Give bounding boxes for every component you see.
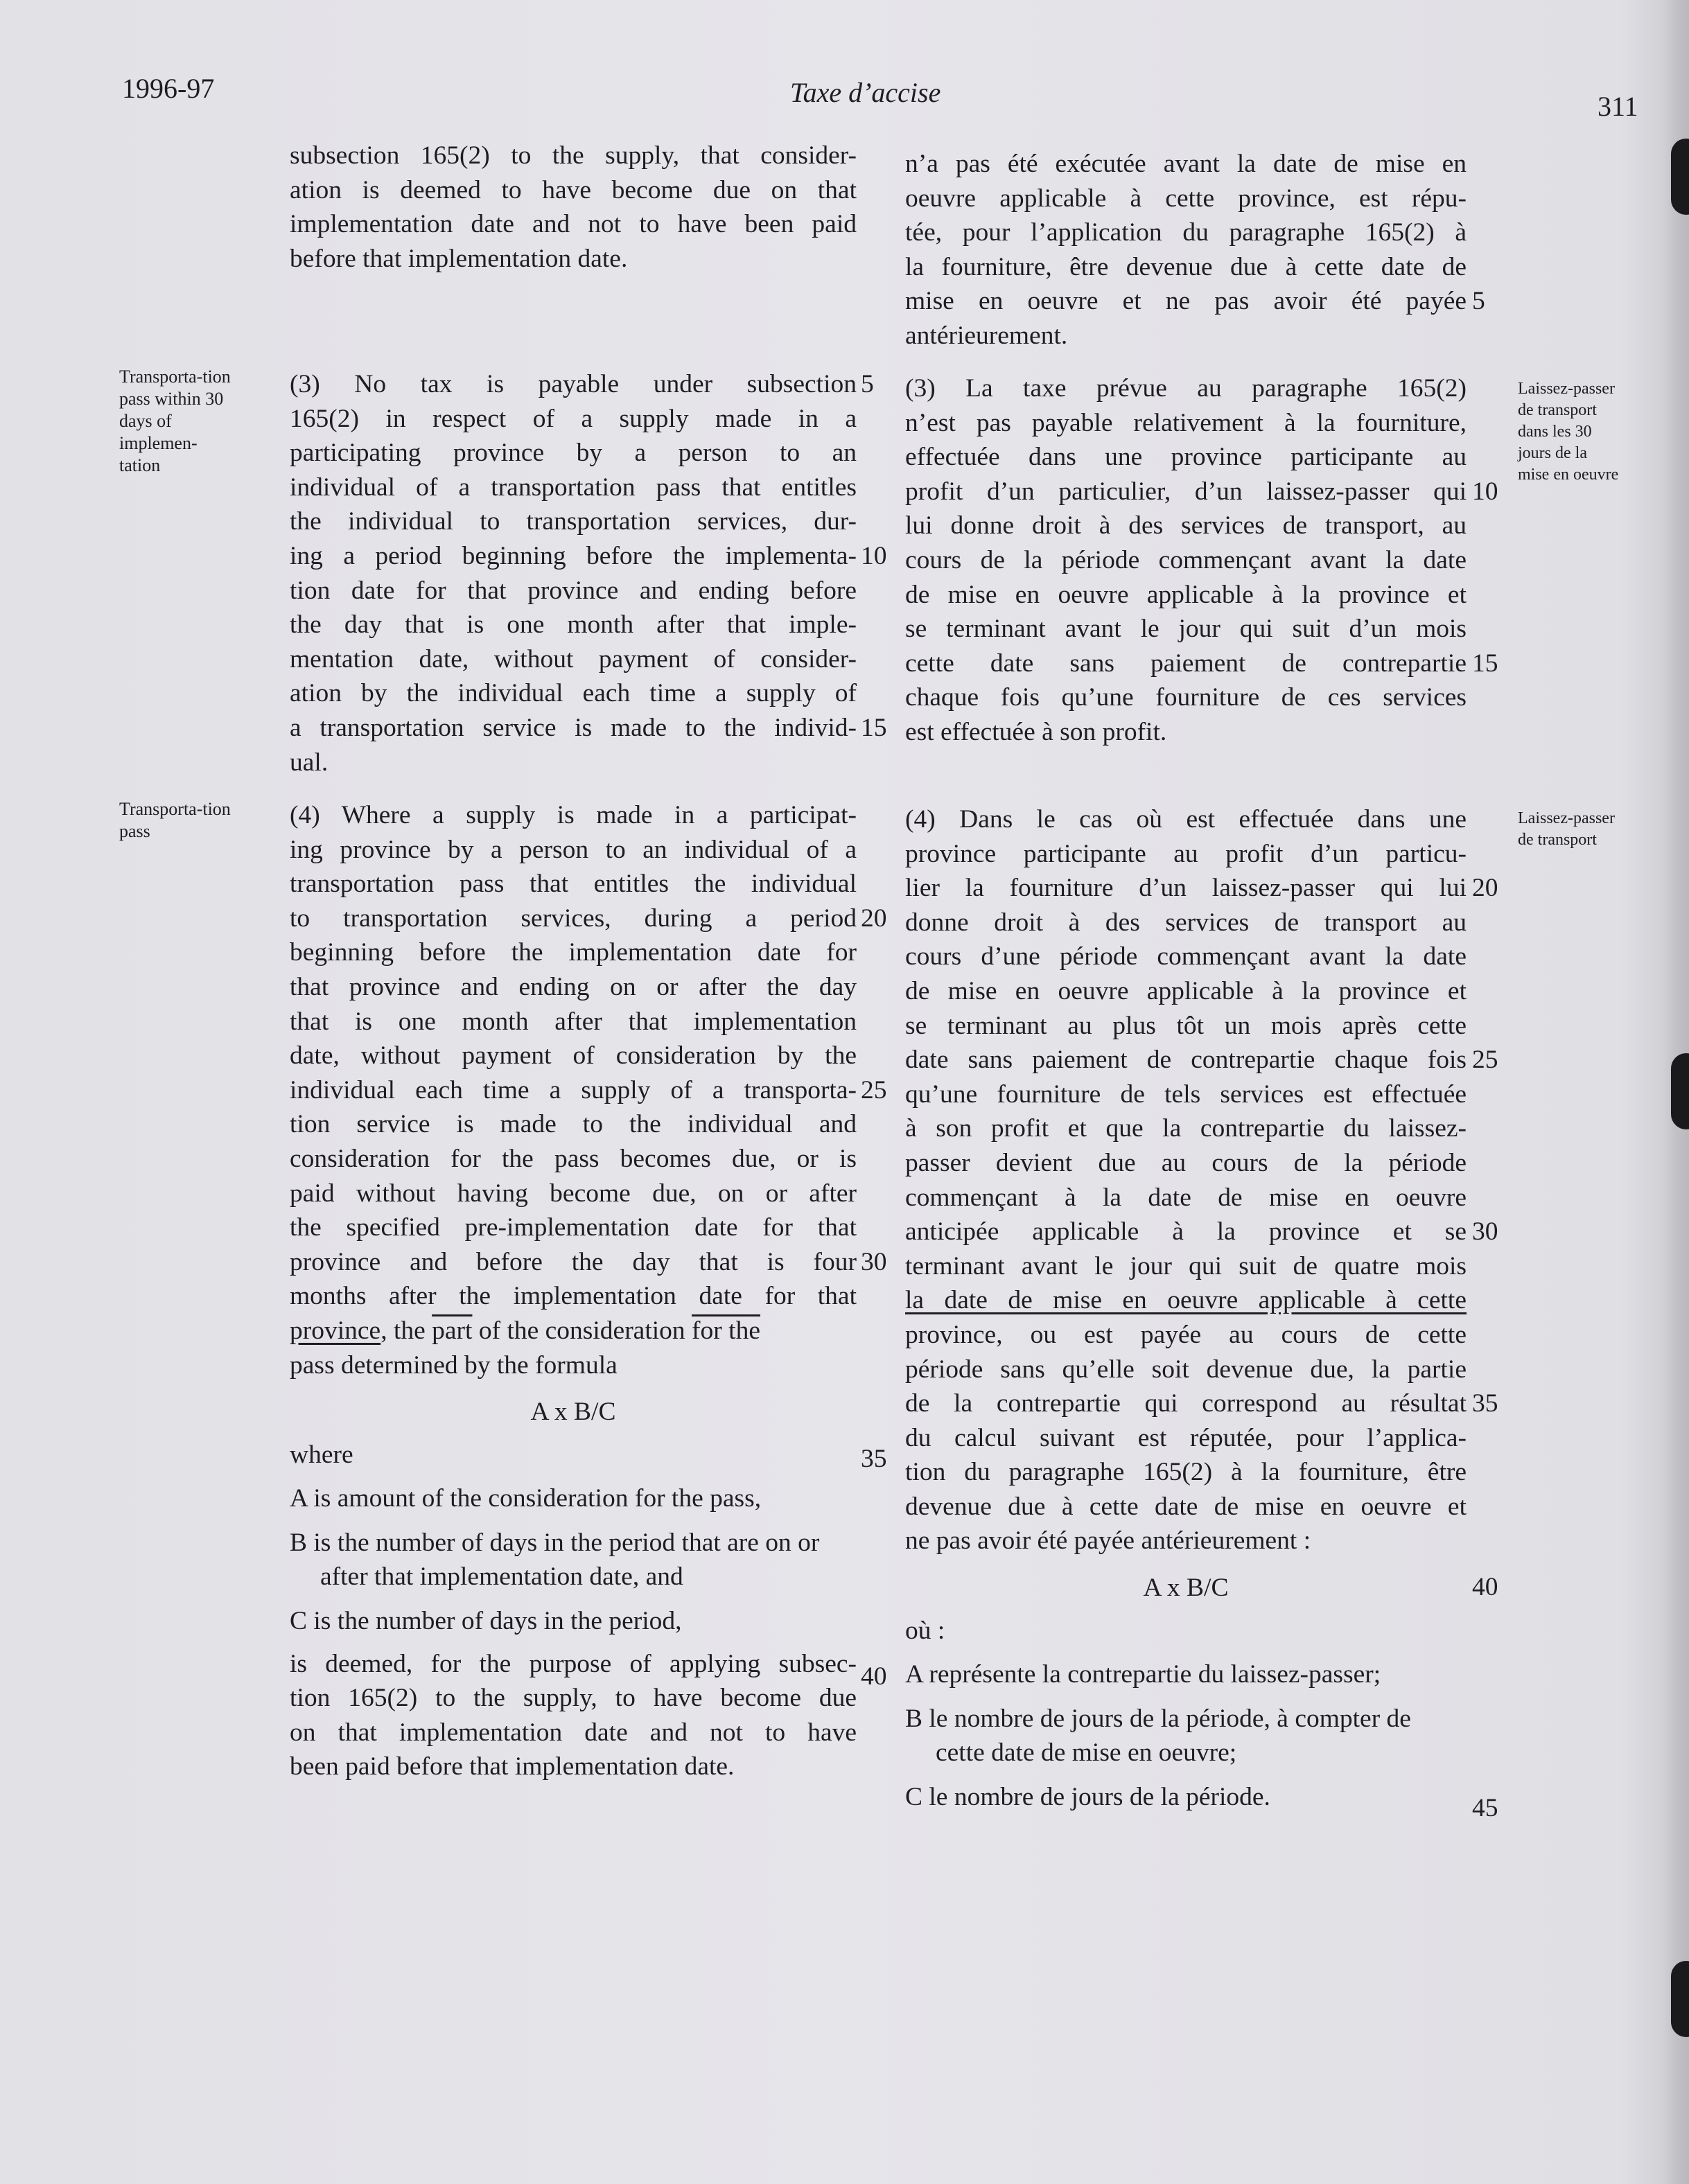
deleted-marker-text: part: [432, 1316, 473, 1345]
text-line: n’a pas été exécutée avant la date de mise en: [905, 150, 1467, 178]
english-subsection-4: [290, 798, 857, 1784]
text-line: la fourniture, être devenue due à cette date de: [905, 252, 1467, 281]
text-line: de mise en oeuvre applicable à la province et: [905, 580, 1467, 609]
formula: A x B/C: [1143, 1574, 1229, 1603]
definition-c: C is the number of days in the period,: [290, 1607, 682, 1636]
french-subsection-4: [905, 802, 1467, 1815]
text-line: pass determined by the formula: [290, 1350, 618, 1380]
text-line: se terminant avant le jour qui suit d’un mois: [905, 615, 1467, 644]
definition-a: A is amount of the consideration for the pass,: [290, 1484, 762, 1513]
where-label: où :: [905, 1616, 945, 1645]
text-line: ation by the individual each time a supply of: [290, 679, 857, 708]
line-number: 20: [861, 904, 887, 933]
text-line: profit d’un particulier, d’un laissez-passer qui: [905, 477, 1467, 506]
text-line: chaque fois qu’une fourniture de ces services: [905, 683, 1467, 712]
english-subsection-3: [290, 367, 857, 780]
text-line: is deemed, for the purpose of applying subsec-: [290, 1649, 857, 1678]
text-line: antérieurement.: [905, 321, 1068, 350]
text-line: the individual to transportation services, dur-: [290, 507, 857, 536]
text-line: paid without having become due, on or after: [290, 1179, 857, 1208]
text-line: commençant à la date de mise en oeuvre: [905, 1183, 1467, 1212]
marginal-note-en: Transporta-tion pass within 30 days of implemen-tation: [119, 367, 231, 475]
line-number: 25: [861, 1076, 887, 1104]
text-line: transportation pass that entitles the individual: [290, 870, 857, 899]
text-line: (4) Dans le cas où est effectuée dans une: [905, 805, 1467, 834]
line-number: 20: [1472, 874, 1498, 902]
text-line: tée, pour l’application du paragraphe 165(2) à: [905, 218, 1467, 247]
marginal-note-fr: Laissez-passer de transport: [1518, 809, 1615, 849]
text-line: oeuvre applicable à cette province, est répu-: [905, 184, 1467, 213]
header-year: 1996-97: [122, 73, 215, 104]
english-closing: [290, 1647, 857, 1784]
text-line: à son profit et que la contrepartie du laissez-: [905, 1114, 1467, 1143]
line-number: 15: [861, 714, 887, 742]
text-line: ne pas avoir été payée antérieurement :: [905, 1526, 1311, 1556]
binder-hole: [1671, 139, 1689, 215]
french-subsection-3: [905, 371, 1467, 750]
text-line: months after the implementation date for that: [290, 1282, 857, 1311]
text-line: mentation date, without payment of consider-: [290, 644, 857, 673]
text-line: donne droit à des services de transport au: [905, 908, 1467, 937]
definition-c: C le nombre de jours de la période.: [905, 1783, 1270, 1812]
text-line: date sans paiement de contrepartie chaque fois: [905, 1046, 1467, 1075]
text-line: individual of a transportation pass that entitles: [290, 473, 857, 502]
text-line: tion du paragraphe 165(2) à la fourniture, être: [905, 1458, 1467, 1487]
text-line: the specified pre-implementation date for that: [290, 1213, 857, 1242]
text-line: n’est pas payable relativement à la fourniture,: [905, 408, 1467, 437]
french-intro: [905, 147, 1467, 353]
text-line: de la contrepartie qui correspond au résultat: [905, 1389, 1467, 1418]
text-line: ation is deemed to have become due on that: [290, 175, 857, 204]
text-line: cours de la période commençant avant la date: [905, 545, 1467, 574]
definition-a: A représente la contrepartie du laissez-passer;: [905, 1660, 1381, 1689]
english-column: [290, 139, 857, 292]
text-line: on that implementation date and not to have: [290, 1718, 857, 1747]
line-number: 25: [1472, 1046, 1498, 1074]
line-number: 10: [1472, 477, 1498, 506]
text-line: lui donne droit à des services de transport, au: [905, 511, 1467, 540]
text-line: se terminant au plus tôt un mois après cette: [905, 1011, 1467, 1040]
line-number: 40: [861, 1662, 887, 1691]
text-line: passer devient due au cours de la période: [905, 1148, 1467, 1177]
text-line: effectuée dans une province participante au: [905, 443, 1467, 472]
text-line: subsection 165(2) to the supply, that consider-: [290, 141, 857, 170]
definition-b: B le nombre de jours de la période, à compter de cette date de mise en oeuvre;: [905, 1704, 1411, 1768]
text-line: (3) La taxe prévue au paragraphe 165(2): [905, 374, 1467, 403]
text-line: qu’une fourniture de tels services est effectuée: [905, 1080, 1467, 1109]
text-line-underlined: [290, 1314, 857, 1348]
english-intro: [290, 139, 857, 276]
text-line: that province and ending on or after the day: [290, 972, 857, 1001]
where-label: where: [290, 1440, 353, 1469]
text-line: to transportation services, during a period: [290, 904, 857, 933]
text-line: est effectuée à son profit.: [905, 717, 1167, 746]
text-line: date, without payment of consideration by the: [290, 1041, 857, 1071]
text-line: province and before the day that is four: [290, 1247, 857, 1276]
deleted-marker-text: for the: [692, 1316, 760, 1345]
text-line: du calcul suivant est réputée, pour l’applica-: [905, 1423, 1467, 1452]
text-fragment: of the consideration: [472, 1316, 692, 1345]
text-line: beginning before the implementation date for: [290, 938, 857, 967]
text-line: that is one month after that implementation: [290, 1007, 857, 1036]
line-number: 45: [1472, 1794, 1498, 1822]
text-line: implementation date and not to have been paid: [290, 210, 857, 239]
text-line: mise en oeuvre et ne pas avoir été payée: [905, 287, 1467, 316]
inserted-text: province: [290, 1316, 381, 1345]
header-title: Taxe d’accise: [790, 77, 941, 108]
text-line: terminant avant le jour qui suit de quatre mois: [905, 1251, 1467, 1280]
line-number: 30: [861, 1248, 887, 1276]
text-line: cette date sans paiement de contrepartie: [905, 649, 1467, 678]
text-line: province participante au profit d’un particu-: [905, 839, 1467, 868]
text-fragment: , the: [380, 1316, 432, 1345]
line-number: 5: [1472, 287, 1485, 315]
line-number: 30: [1472, 1217, 1498, 1246]
line-number: 10: [861, 542, 887, 570]
binder-hole: [1671, 1961, 1689, 2037]
line-number: 5: [861, 370, 874, 398]
text-line: tion date for that province and ending before: [290, 576, 857, 605]
text-line: the day that is one month after that imple-: [290, 610, 857, 640]
text-line: lier la fourniture d’un laissez-passer qui lui: [905, 874, 1467, 903]
text-line: (4) Where a supply is made in a participat-: [290, 801, 857, 829]
line-number: 40: [1472, 1573, 1498, 1601]
text-line: ual.: [290, 748, 329, 777]
text-line: devenue due à cette date de mise en oeuvre et: [905, 1492, 1467, 1521]
text-line: individual each time a supply of a transporta-: [290, 1075, 857, 1104]
text-line: (3) No tax is payable under subsection: [290, 370, 857, 398]
line-number: 35: [1472, 1389, 1498, 1418]
text-line: been paid before that implementation date.: [290, 1752, 735, 1781]
text-line: 165(2) in respect of a supply made in a: [290, 404, 857, 433]
text-line: consideration for the pass becomes due, or is: [290, 1144, 857, 1173]
text-line: participating province by a person to an: [290, 439, 857, 468]
text-line-underlined: la date de mise en oeuvre applicable à cette: [905, 1286, 1467, 1315]
text-line: a transportation service is made to the individ-: [290, 713, 857, 742]
marginal-note-fr: Laissez-passer de transport dans les 30 jours de la mise en oeuvre: [1518, 380, 1619, 484]
text-line: province, ou est payée au cours de cette: [905, 1320, 1467, 1349]
text-line: tion service is made to the individual and: [290, 1110, 857, 1139]
text-line: anticipée applicable à la province et se: [905, 1217, 1467, 1247]
text-line: ing a period beginning before the implementa-: [290, 541, 857, 570]
line-number: 15: [1472, 649, 1498, 678]
text-line: tion 165(2) to the supply, to have become due: [290, 1684, 857, 1713]
definition-b: B is the number of days in the period that are on or after that implementation date, and: [290, 1528, 820, 1592]
text-line: période sans qu’elle soit devenue due, la partie: [905, 1355, 1467, 1384]
line-number: 35: [861, 1445, 887, 1473]
marginal-note-en: Transporta-tion pass: [119, 799, 231, 841]
binder-hole: [1671, 1053, 1689, 1129]
text-line: cours d’une période commençant avant la date: [905, 942, 1467, 971]
text-line: before that implementation date.: [290, 244, 628, 273]
formula: A x B/C: [530, 1398, 616, 1427]
page-number: 311: [1598, 91, 1638, 122]
text-line: ing province by a person to an individual of a: [290, 835, 857, 864]
text-line: de mise en oeuvre applicable à la province et: [905, 976, 1467, 1005]
